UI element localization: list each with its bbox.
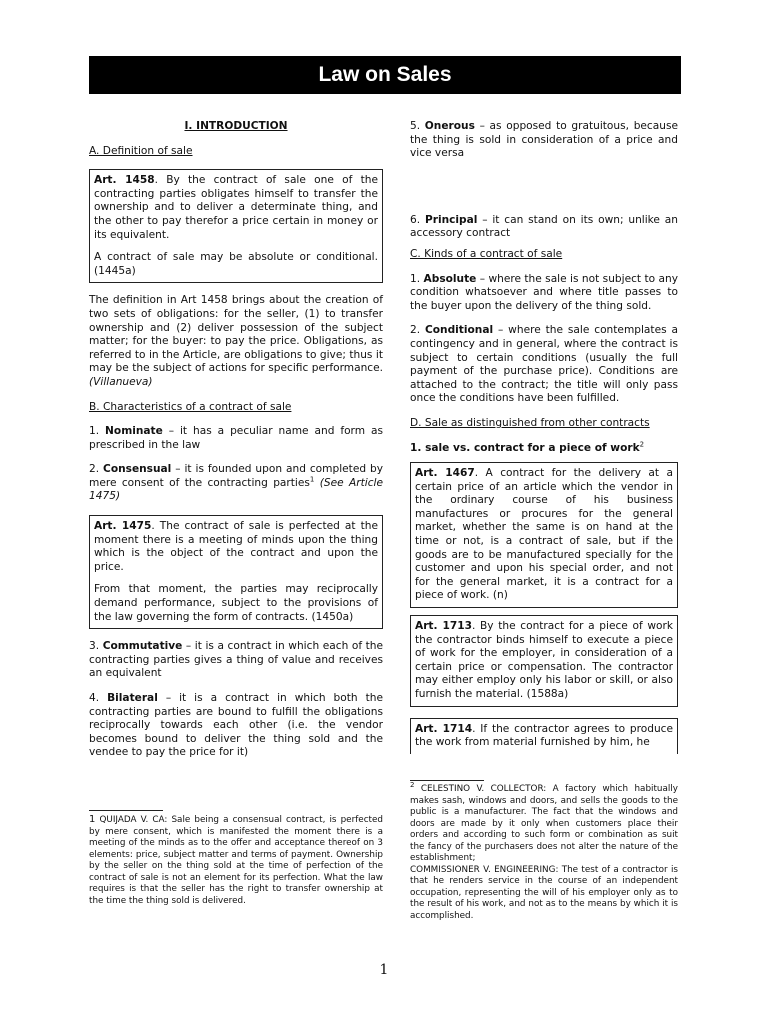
list-item: 2. Conditional – where the sale contemplates a contingency and in general, where the contract is subject to certain conditions (usually the full payment of the purchase price). Conditions are attached to the contract; the title will only pass once the conditions have been fulfilled. — [410, 324, 678, 405]
footnote-1 — [89, 810, 383, 907]
article-text: . By the contract for a piece of work the contractor binds himself to execute a piece of work for the employer, in consideration of a certain price or compensation. The contractor may either employ only his labor or skill, or also furnish the material. (1588a) — [415, 620, 673, 700]
article-text: A contract of sale may be absolute or conditional. (1445a) — [94, 251, 378, 277]
footnote-text: COMMISSIONER V. ENGINEERING: The test of a contractor is that he renders service in the course of an independent occupation, representing the will of his employer only as to the result of his work, and not as to the means by which it is accomplished. — [410, 864, 678, 921]
article-1458-box — [89, 169, 383, 283]
paragraph: The definition in Art 1458 brings about the creation of two sets of obligations: for the seller, (1) to transfer ownership and (2) deliver possession of the subject matter; for the buyer: to pay the price. Obligations, as referred to in the Article, are obligations to give; thus it may be the subject of actions for specific performance. (Villanueva) — [89, 294, 383, 388]
footnote-divider — [410, 780, 484, 781]
article-label: Art. 1713 — [415, 620, 472, 633]
list-item: 3. Commutative – it is a contract in which each of the contracting parties gives a thing of value and receives an equivalent — [89, 640, 384, 680]
article-label: Art. 1475 — [94, 520, 152, 533]
list-item: 2. Consensual – it is founded upon and completed by mere consent of the contracting parties$^1$ (See Article 1475) — [89, 463, 383, 503]
article-1475-box — [89, 515, 383, 629]
footnote-ref: 1 — [309, 475, 315, 484]
list-item: 1. Nominate – it has a peculiar name and form as prescribed in the law — [89, 425, 383, 451]
footnote-text: QUIJADA V. CA: Sale being a consensual contract, is perfected by mere consent, which is manifested the moment there is a meeting of the minds as to the offer and acceptance thereof on 3 elements: price, subject matter and terms of payment. Ownership by the seller on the thing sold at the time of perfection of the contract of sale is not an element for its perfection. What the law requires is that the seller has the right to transfer ownership at the time the thing sold is delivered. — [89, 815, 383, 906]
list-item: 5. Onerous – as opposed to gratuitous, because the thing is sold in consideration of a price and vice versa — [410, 120, 679, 160]
footnote-number: 1 — [89, 814, 96, 825]
footnote-divider — [89, 810, 163, 811]
footnote-ref: 2 — [639, 439, 645, 448]
page-number: 1 — [379, 962, 389, 978]
subsection-a: A. Definition of sale — [89, 144, 193, 157]
citation: (Villanueva) — [89, 375, 153, 388]
footnote-2 — [410, 780, 678, 922]
article-label: Art. 1714 — [415, 722, 473, 735]
page-title: Law on Sales — [318, 63, 452, 86]
section-heading: I. INTRODUCTION — [184, 120, 288, 132]
left-column — [89, 120, 383, 760]
article-label: Art. 1467 — [415, 467, 475, 480]
article-text: . A contract for the delivery at a certain price of an article which the vendor in the ordinary course of his business manufactures or procures for the general market, whether the same is on hand at the time or not, is a contract of sale, but if the goods are to be manufactured specially for the customer and upon his special order, and not for the general market, it is a contract for a piece of work. (n) — [415, 467, 673, 602]
article-text: From that moment, the parties may reciprocally demand performance, subject to the provisions of the law governing the form of contracts. (1450a) — [94, 583, 378, 623]
subsection-c: C. Kinds of a contract of sale — [410, 247, 563, 260]
subsection-b: B. Characteristics of a contract of sale — [89, 400, 292, 413]
list-item: 1. Absolute – where the sale is not subject to any condition whatsoever and where title passes to the buyer upon the delivery of the thing sold. — [410, 272, 678, 312]
footnote-number: 2 — [410, 781, 415, 790]
footnote-text: CELESTINO V. COLLECTOR: A factory which habitually makes sash, windows and doors, and sells the goods to the public is a manufacturer. The fact that the windows and doors are made by it only when customers place their orders and according to such form or combination as suit the fancy of the purchasers does not alter the nature of the establishment; — [410, 784, 678, 863]
article-text: . If the contractor agrees to produce the work from material furnished by him, he — [415, 722, 673, 749]
list-item: 4. Bilateral – it is a contract in which both the contracting parties are bound to fulfill the obligations reciprocally towards each other (i.e. the vendor becomes bound to deliver the thing sold and the vendee to pay the price for it) — [89, 692, 383, 759]
article-1714-box — [410, 718, 678, 754]
subsection-d: D. Sale as distinguished from other contracts — [410, 416, 650, 429]
title-bar — [89, 56, 681, 94]
subsection-heading: 1. sale vs. contract for a piece of work$^2$ — [410, 439, 645, 454]
article-text: . By the contract of sale one of the contracting parties obligates himself to transfer the ownership and to deliver a determinate thing, and the other to pay therefor a price certain in money or its equivalent. — [94, 174, 378, 241]
article-1713-box — [410, 615, 678, 707]
article-1467-box — [410, 462, 678, 608]
article-text: . The contract of sale is perfected at the moment there is a meeting of minds upon the thing which is the object of the contract and upon the price. — [94, 520, 378, 573]
right-column — [410, 120, 678, 754]
article-label: Art. 1458 — [94, 174, 155, 187]
list-item: 6. Principal – it can stand on its own; unlike an accessory contract — [410, 213, 678, 240]
